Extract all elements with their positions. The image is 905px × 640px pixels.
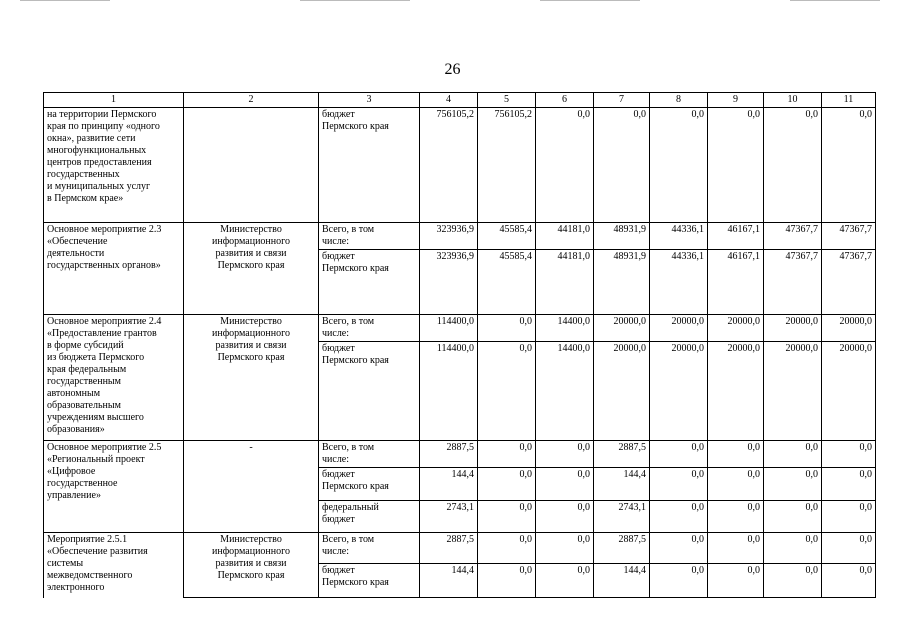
amount-cell — [764, 315, 822, 342]
amount-value: 0,0 — [691, 502, 704, 513]
scan-edge-mark — [300, 0, 410, 1]
executor-cell — [184, 223, 319, 315]
amount-value: 44181,0 — [557, 251, 590, 262]
funding-source: Всего, в том числе: — [322, 442, 375, 465]
page-number: 26 — [444, 61, 461, 78]
amount-cell — [650, 533, 708, 564]
amount-value: 46167,1 — [727, 224, 760, 235]
funding-source-cell — [319, 342, 420, 441]
amount-cell — [536, 468, 594, 501]
amount-value: 0,0 — [519, 565, 532, 576]
program-financing-table — [43, 92, 876, 598]
executor-name: Министерство информационного развития и связи Пермского края — [212, 224, 290, 271]
amount-cell — [764, 533, 822, 564]
amount-value: 14400,0 — [557, 343, 590, 354]
amount-value: 144,4 — [623, 469, 646, 480]
amount-value: 0,0 — [577, 534, 590, 545]
amount-value: 45585,4 — [499, 251, 532, 262]
amount-cell — [708, 108, 764, 223]
amount-value: 48931,9 — [613, 251, 646, 262]
funding-source: Всего, в том числе: — [322, 316, 375, 339]
amount-value: 114400,0 — [436, 343, 474, 354]
amount-cell — [708, 342, 764, 441]
measure-name: Основное мероприятие 2.3 «Обеспечение деятельности государственных органов» — [47, 224, 162, 271]
funding-source: Всего, в том числе: — [322, 224, 375, 247]
amount-value: 0,0 — [577, 565, 590, 576]
amount-cell — [536, 564, 594, 598]
amount-cell — [420, 441, 478, 468]
amount-value: 144,4 — [451, 469, 474, 480]
column-number-header: 2 — [184, 93, 319, 108]
amount-cell — [420, 250, 478, 315]
amount-cell — [708, 223, 764, 250]
amount-cell — [536, 108, 594, 223]
table-row — [44, 315, 876, 342]
table-row — [44, 108, 876, 223]
amount-cell — [478, 108, 536, 223]
amount-cell — [536, 441, 594, 468]
amount-value: 2887,5 — [618, 442, 646, 453]
amount-cell — [822, 533, 876, 564]
amount-cell — [650, 441, 708, 468]
executor-cell — [184, 533, 319, 598]
amount-value: 14400,0 — [557, 316, 590, 327]
amount-value: 0,0 — [859, 109, 872, 120]
measure-name: на территории Пермского края по принципу «одного окна», развитие сети многофункциональных центров предоставления государственных и муниципальных услуг в Пермском крае» — [47, 109, 160, 204]
amount-cell — [536, 501, 594, 533]
funding-source: бюджет Пермского края — [322, 251, 389, 274]
amount-cell — [708, 250, 764, 315]
amount-cell — [594, 441, 650, 468]
executor-cell — [184, 441, 319, 533]
measure-name-cell — [44, 315, 184, 441]
amount-value: 20000,0 — [613, 343, 646, 354]
executor-cell — [184, 108, 319, 223]
amount-value: 0,0 — [519, 534, 532, 545]
amount-value: 0,0 — [805, 534, 818, 545]
amount-value: 20000,0 — [727, 316, 760, 327]
executor-cell — [184, 315, 319, 441]
amount-value: 44336,1 — [671, 251, 704, 262]
scan-edge-mark — [20, 0, 110, 1]
amount-value: 144,4 — [623, 565, 646, 576]
amount-value: 144,4 — [451, 565, 474, 576]
amount-cell — [708, 315, 764, 342]
amount-cell — [708, 533, 764, 564]
amount-value: 47367,7 — [785, 224, 818, 235]
amount-cell — [822, 564, 876, 598]
amount-value: 2887,5 — [446, 442, 474, 453]
amount-value: 323936,9 — [436, 224, 474, 235]
scan-edge-mark — [790, 0, 880, 1]
amount-cell — [420, 315, 478, 342]
amount-cell — [478, 441, 536, 468]
amount-value: 20000,0 — [839, 343, 872, 354]
measure-name-cell — [44, 108, 184, 223]
amount-value: 0,0 — [859, 469, 872, 480]
amount-value: 0,0 — [577, 442, 590, 453]
amount-value: 0,0 — [519, 469, 532, 480]
amount-value: 44181,0 — [557, 224, 590, 235]
amount-cell — [822, 223, 876, 250]
amount-cell — [708, 468, 764, 501]
amount-cell — [420, 342, 478, 441]
amount-value: 323936,9 — [436, 251, 474, 262]
amount-cell — [708, 501, 764, 533]
amount-value: 0,0 — [747, 109, 760, 120]
amount-cell — [420, 501, 478, 533]
funding-source: Всего, в том числе: — [322, 534, 375, 557]
funding-source-cell — [319, 501, 420, 533]
column-number-header: 7 — [594, 93, 650, 108]
amount-value: 0,0 — [805, 565, 818, 576]
amount-cell — [764, 250, 822, 315]
column-number-header: 10 — [764, 93, 822, 108]
amount-cell — [764, 108, 822, 223]
amount-value: 0,0 — [519, 343, 532, 354]
funding-source: федеральный бюджет — [322, 502, 379, 525]
amount-value: 44336,1 — [671, 224, 704, 235]
amount-cell — [478, 223, 536, 250]
measure-name-cell — [44, 223, 184, 315]
amount-cell — [822, 108, 876, 223]
amount-cell — [650, 108, 708, 223]
amount-cell — [764, 468, 822, 501]
amount-value: 0,0 — [691, 442, 704, 453]
measure-name: Основное мероприятие 2.4 «Предоставление грантов в форме субсидий из бюджета Пермского края федеральным государственным автономным образовательным учреждениям высшего образования» — [47, 316, 162, 435]
table-row — [44, 223, 876, 250]
amount-value: 2887,5 — [618, 534, 646, 545]
amount-cell — [764, 342, 822, 441]
executor-name: - — [249, 442, 253, 453]
amount-value: 2887,5 — [446, 534, 474, 545]
amount-cell — [536, 250, 594, 315]
amount-cell — [478, 315, 536, 342]
amount-cell — [536, 315, 594, 342]
amount-value: 0,0 — [577, 469, 590, 480]
amount-value: 47367,7 — [839, 251, 872, 262]
amount-value: 0,0 — [519, 442, 532, 453]
amount-cell — [478, 342, 536, 441]
amount-cell — [478, 564, 536, 598]
amount-value: 20000,0 — [727, 343, 760, 354]
amount-value: 756105,2 — [494, 109, 532, 120]
amount-cell — [708, 441, 764, 468]
amount-value: 0,0 — [747, 534, 760, 545]
table-row — [44, 441, 876, 468]
amount-value: 20000,0 — [671, 316, 704, 327]
amount-cell — [650, 315, 708, 342]
amount-value: 0,0 — [577, 109, 590, 120]
amount-cell — [478, 250, 536, 315]
amount-value: 0,0 — [691, 534, 704, 545]
amount-cell — [650, 342, 708, 441]
column-number-row — [44, 93, 876, 108]
amount-cell — [594, 501, 650, 533]
amount-cell — [594, 108, 650, 223]
amount-value: 0,0 — [805, 502, 818, 513]
column-number-header: 4 — [420, 93, 478, 108]
column-number-header: 5 — [478, 93, 536, 108]
amount-cell — [822, 250, 876, 315]
amount-cell — [764, 564, 822, 598]
column-number-header: 3 — [319, 93, 420, 108]
funding-source-cell — [319, 315, 420, 342]
amount-value: 0,0 — [859, 534, 872, 545]
amount-cell — [822, 315, 876, 342]
amount-value: 0,0 — [747, 442, 760, 453]
funding-source: бюджет Пермского края — [322, 109, 389, 132]
funding-source: бюджет Пермского края — [322, 343, 389, 366]
amount-cell — [650, 250, 708, 315]
amount-value: 0,0 — [519, 316, 532, 327]
funding-source: бюджет Пермского края — [322, 469, 389, 492]
funding-source: бюджет Пермского края — [322, 565, 389, 588]
amount-cell — [420, 533, 478, 564]
amount-value: 20000,0 — [613, 316, 646, 327]
amount-value: 2743,1 — [618, 502, 646, 513]
amount-value: 0,0 — [691, 469, 704, 480]
amount-cell — [536, 223, 594, 250]
amount-value: 0,0 — [747, 565, 760, 576]
amount-value: 47367,7 — [785, 251, 818, 262]
amount-cell — [420, 564, 478, 598]
amount-cell — [764, 223, 822, 250]
amount-value: 0,0 — [805, 109, 818, 120]
amount-value: 0,0 — [805, 442, 818, 453]
amount-value: 114400,0 — [436, 316, 474, 327]
amount-cell — [822, 441, 876, 468]
amount-value: 756105,2 — [436, 109, 474, 120]
amount-cell — [594, 533, 650, 564]
funding-source-cell — [319, 223, 420, 250]
amount-cell — [594, 342, 650, 441]
column-number-header: 6 — [536, 93, 594, 108]
table-row — [44, 533, 876, 564]
scan-edge-mark — [540, 0, 640, 1]
amount-cell — [822, 468, 876, 501]
amount-cell — [594, 315, 650, 342]
amount-cell — [420, 468, 478, 501]
amount-cell — [536, 533, 594, 564]
column-number-header: 9 — [708, 93, 764, 108]
amount-cell — [594, 564, 650, 598]
amount-cell — [708, 564, 764, 598]
column-number-header: 1 — [44, 93, 184, 108]
amount-cell — [764, 441, 822, 468]
amount-cell — [420, 108, 478, 223]
amount-value: 0,0 — [859, 502, 872, 513]
amount-cell — [420, 223, 478, 250]
executor-name: Министерство информационного развития и связи Пермского края — [212, 534, 290, 581]
amount-value: 0,0 — [747, 469, 760, 480]
amount-value: 0,0 — [859, 565, 872, 576]
executor-name: Министерство информационного развития и связи Пермского края — [212, 316, 290, 363]
amount-cell — [822, 342, 876, 441]
amount-value: 0,0 — [691, 565, 704, 576]
amount-value: 20000,0 — [785, 316, 818, 327]
amount-cell — [594, 250, 650, 315]
amount-value: 20000,0 — [671, 343, 704, 354]
amount-value: 20000,0 — [785, 343, 818, 354]
amount-value: 46167,1 — [727, 251, 760, 262]
funding-source-cell — [319, 250, 420, 315]
funding-source-cell — [319, 468, 420, 501]
amount-cell — [650, 564, 708, 598]
measure-name-cell — [44, 533, 184, 598]
amount-value: 0,0 — [747, 502, 760, 513]
amount-cell — [536, 342, 594, 441]
amount-value: 2743,1 — [446, 502, 474, 513]
amount-cell — [478, 533, 536, 564]
funding-source-cell — [319, 108, 420, 223]
amount-value: 0,0 — [577, 502, 590, 513]
amount-value: 0,0 — [519, 502, 532, 513]
column-number-header: 11 — [822, 93, 876, 108]
measure-name-cell — [44, 441, 184, 533]
funding-source-cell — [319, 533, 420, 564]
amount-value: 45585,4 — [499, 224, 532, 235]
amount-value: 0,0 — [691, 109, 704, 120]
funding-source-cell — [319, 564, 420, 598]
amount-value: 0,0 — [805, 469, 818, 480]
amount-value: 48931,9 — [613, 224, 646, 235]
measure-name: Основное мероприятие 2.5 «Региональный проект «Цифровое государственное управление» — [47, 442, 162, 501]
amount-cell — [822, 501, 876, 533]
amount-cell — [650, 223, 708, 250]
amount-value: 47367,7 — [839, 224, 872, 235]
amount-cell — [478, 501, 536, 533]
measure-name: Мероприятие 2.5.1 «Обеспечение развития системы межведомственного электронного — [47, 534, 148, 593]
amount-cell — [478, 468, 536, 501]
amount-cell — [594, 468, 650, 501]
amount-cell — [650, 468, 708, 501]
funding-source-cell — [319, 441, 420, 468]
amount-value: 0,0 — [859, 442, 872, 453]
amount-value: 20000,0 — [839, 316, 872, 327]
column-number-header: 8 — [650, 93, 708, 108]
amount-cell — [764, 501, 822, 533]
amount-cell — [594, 223, 650, 250]
amount-cell — [650, 501, 708, 533]
amount-value: 0,0 — [633, 109, 646, 120]
